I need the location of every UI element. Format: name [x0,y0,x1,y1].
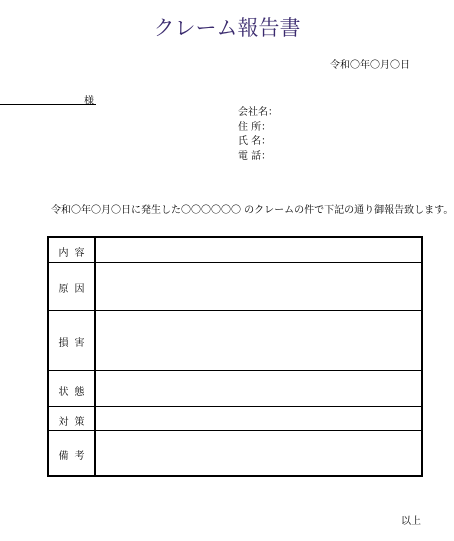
table-row-damage [49,311,421,371]
row-label-remarks [49,431,96,475]
row-label-status [49,371,96,406]
table-row-content [49,238,421,263]
sender-block [238,106,278,164]
row-label-text: 損害 [58,338,91,349]
row-label-text: 原因 [58,284,91,295]
recipient-honorific: 様 [84,96,94,107]
document-title: クレーム報告書 [153,16,301,40]
row-label-content [49,238,96,262]
document-date: 令和〇年〇月〇日 [330,60,410,71]
recipient-line [0,92,96,105]
sender-phone-label: 電 話： [238,150,272,162]
report-intro-text: 令和〇年〇月〇日に発生した〇〇〇〇〇〇 のクレームの件で下記の通り御報告致します。 [51,205,454,216]
sender-name-label: 氏 名： [238,136,272,147]
row-label-cause [49,263,96,310]
row-label-text: 備考 [58,451,91,462]
report-table [47,236,423,477]
row-label-text: 対策 [58,417,91,428]
row-label-measures [49,407,96,430]
row-label-damage [49,311,96,370]
sender-address-label: 住 所： [238,121,272,133]
table-row-remarks [49,431,421,475]
table-row-cause [49,263,421,311]
table-row-status [49,371,421,407]
closing-text: 以上 [401,516,421,527]
sender-company-label: 会社名： [238,107,278,118]
table-row-measures [49,407,421,431]
row-label-text: 状態 [58,387,91,398]
row-label-text: 内容 [58,248,91,259]
